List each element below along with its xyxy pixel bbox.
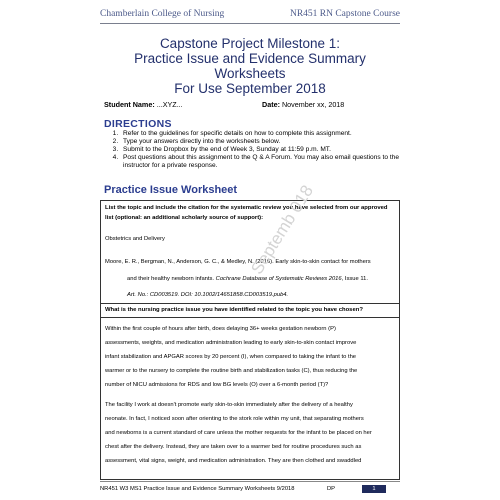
citation-issue: , Issue 11. [341, 276, 368, 282]
citation-line-3 [127, 291, 395, 299]
question-practice-issue: What is the nursing practice issue you have identified related to the topic you have chosen? [105, 307, 363, 313]
table-divider [101, 303, 399, 304]
footer-initials: DP [327, 486, 336, 492]
worksheet-title: Practice Issue Worksheet [104, 184, 238, 196]
directions-heading [104, 118, 172, 130]
topic-text: Obstetrics and Delivery [105, 236, 165, 242]
answer-line: warmer or to the nursery to complete the routine birth and stabilization tasks (C), thus reducing the [105, 368, 358, 374]
header-college: Chamberlain College of Nursing [100, 9, 225, 19]
answer-line: infant stabilization and APGAR scores by 20 percent (I), when compared to taking the infant to the [105, 354, 357, 360]
direction-item: 2. Type your answers directly into the worksheets below. [120, 138, 420, 146]
page-number: 1 [362, 485, 386, 493]
citation-journal: Cochrane Database of Systematic Reviews 2016 [215, 276, 342, 282]
title-line-2: Practice Issue and Evidence Summary Worksheets [134, 51, 366, 81]
page-header [100, 9, 400, 24]
title-line-1: Capstone Project Milestone 1: [159, 36, 341, 51]
directions-heading-text: DIRECTIONS [104, 118, 172, 130]
title-line-3: For Use September 2018 [174, 81, 326, 96]
page-footer [100, 481, 400, 495]
submission-date [262, 100, 344, 109]
directions-list [108, 130, 420, 170]
paragraph-line: assessment, vital signs, weight, and medication administration. They are then clothed and swaddled [105, 458, 362, 464]
date-label: Date: [262, 100, 280, 109]
paragraph-line: and newborns is a current standard of care unless the mother requests for the infant to be placed on her [105, 430, 372, 436]
footer-text: NR451 W3 MS1 Practice Issue and Evidence Summary Worksheets 9/2018 [100, 486, 295, 492]
answer-line: Within the first couple of hours after birth, does delaying 36+ weeks gestation newborn (P) [105, 326, 336, 332]
direction-item: 1. Refer to the guidelines for specific details on how to complete this assignment. [120, 130, 420, 138]
citation-title-end: and their healthy newborn infants. [127, 276, 215, 282]
answer-line: assessments, weights, and medication administration leading to early skin-to-skin contact improve [105, 340, 357, 346]
table-divider [101, 317, 399, 318]
citation-article-doi: Art. No.: CD003519. DOI: 10.1002/14651858.CD003519.pub4. [127, 292, 289, 298]
direction-item: 4. Post questions about this assignment to the Q & A Forum. You may also email questions to the instructor for a private response. [120, 154, 420, 170]
paragraph-line: neonate. In fact, I noticed soon after orienting to the stork role within my unit, that separating mothers [105, 416, 364, 422]
paragraph-line: The facility I work at doesn't promote early skin-to-skin immediately after the delivery of a healthy [105, 402, 353, 408]
citation-line-1: Moore, E. R., Bergman, N., Anderson, G. C., & Medley, N. (2016). Early skin-to-skin contact for mothers [105, 259, 371, 265]
document-title [100, 36, 400, 96]
student-name-label: Student Name: [104, 100, 155, 109]
question-topic-citation: List the topic and include the citation for the systematic review you have selected from our approved list (optional: an additional scholarly source of support): [105, 205, 388, 221]
worksheet-table [100, 200, 400, 480]
paragraph-line: chest after the delivery. Instead, they are taken over to a warmer bed for routine procedures such as [105, 444, 362, 450]
header-course: NR451 RN Capstone Course [289, 9, 400, 19]
student-name-value: ...XYZ... [156, 100, 183, 109]
student-name [104, 100, 183, 109]
direction-item: 3. Submit to the Dropbox by the end of Week 3, Sunday at 11:59 p.m. MT. [120, 146, 420, 154]
watermark: Septemb 018 [247, 181, 318, 278]
answer-line: number of NICU admissions for RDS and low BG levels (O) over a 6-month period (T)? [105, 382, 329, 388]
date-value: November xx, 2018 [281, 100, 345, 109]
